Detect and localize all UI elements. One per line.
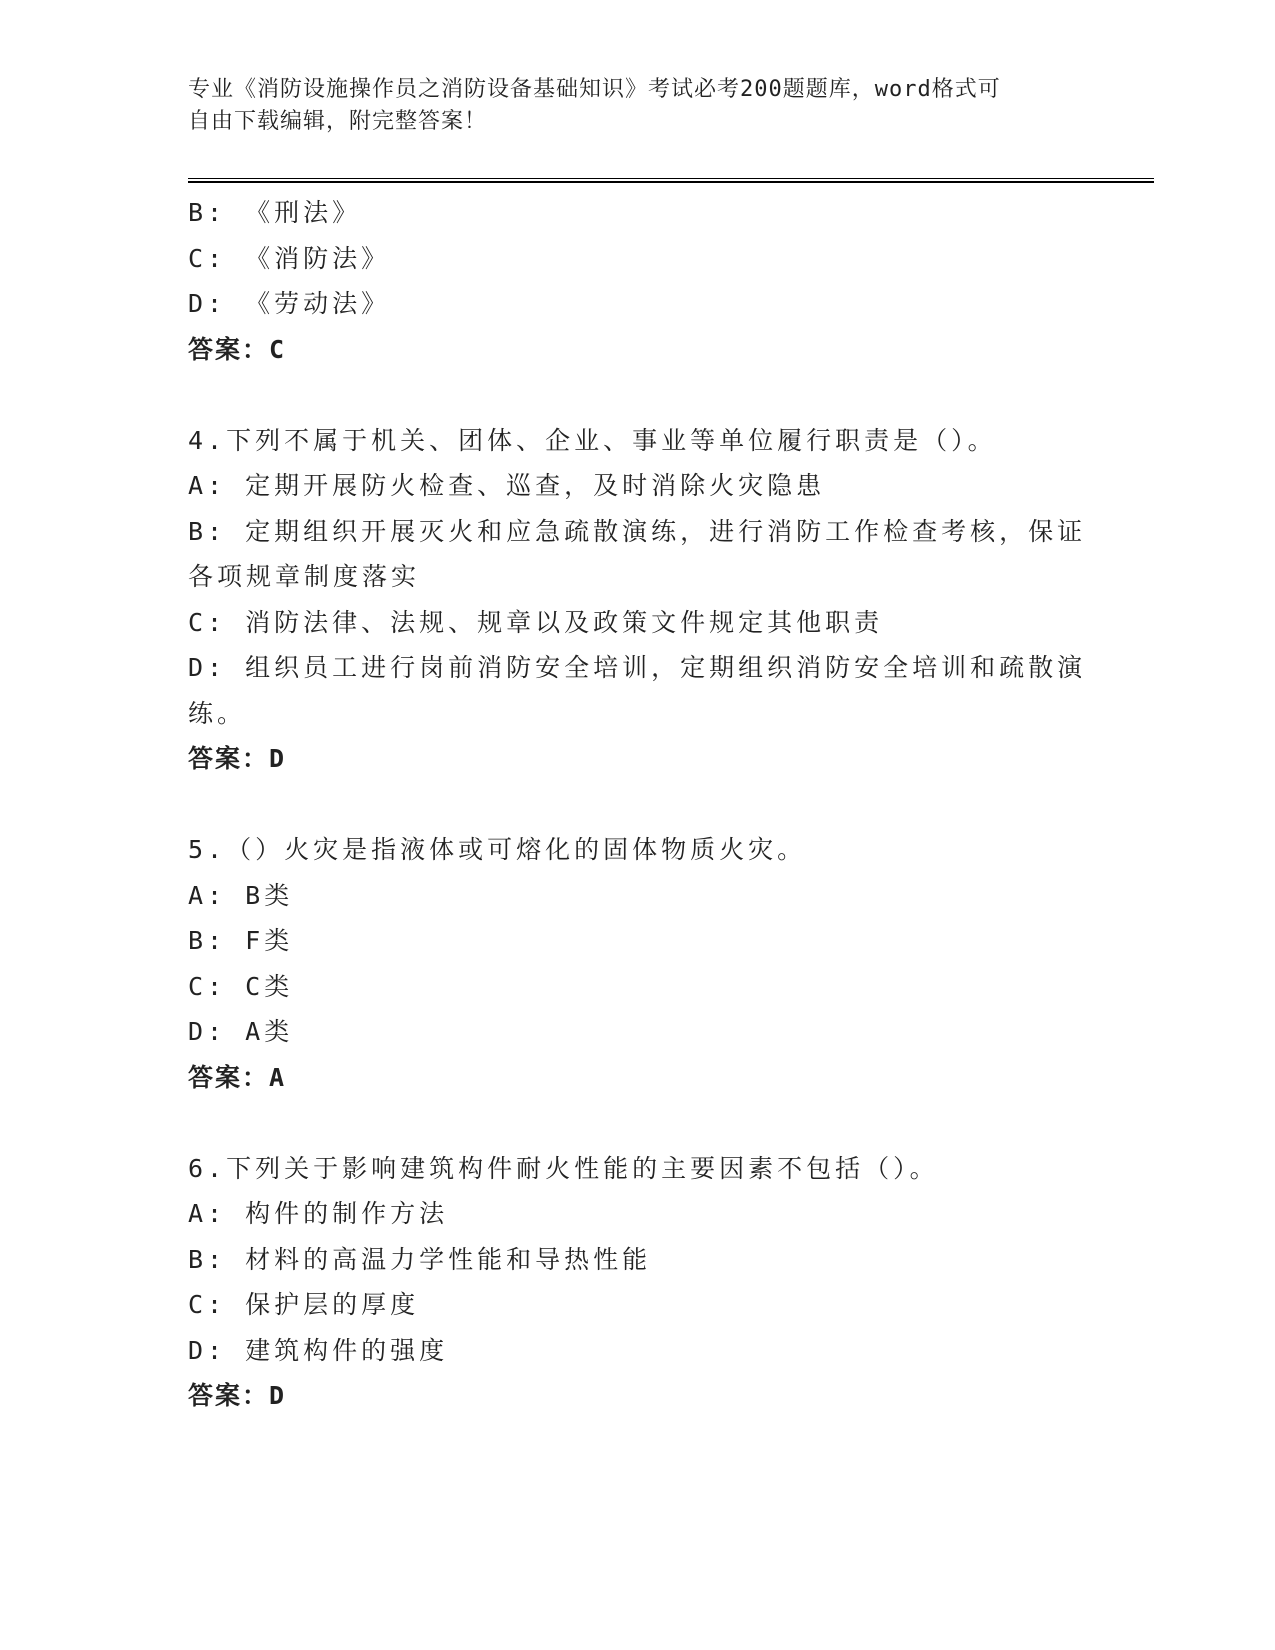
q5-question: 5.（）火灾是指液体或可熔化的固体物质火灾。	[188, 835, 807, 864]
q6-option-b: B: 材料的高温力学性能和导热性能	[188, 1244, 652, 1274]
q5-option-c: C: C类	[188, 971, 294, 1001]
q5-option-a: A: B类	[188, 880, 294, 910]
q6-question: 6.下列关于影响建筑构件耐火性能的主要因素不包括（）。	[188, 1153, 939, 1183]
q4-option-a: A: 定期开展防火检查、巡查，及时消除火灾隐患	[188, 471, 826, 500]
q5-option-d: D: A类	[188, 1017, 294, 1046]
q6-answer: 答案：D	[188, 1381, 287, 1410]
question-6-block	[188, 1146, 1088, 1419]
q4-option-d-line-2: 练。	[188, 698, 247, 728]
q4-question: 4.下列不属于机关、团体、企业、事业等单位履行职责是（）。	[188, 425, 997, 455]
q4-option-d-line-1: D: 组织员工进行岗前消防安全培训，定期组织消防安全培训和疏散演	[188, 653, 1087, 682]
header-title-line-1: 专业《消防设施操作员之消防设备基础知识》考试必考200题题库，word格式可	[188, 77, 1001, 102]
header-divider	[188, 178, 1154, 183]
q3-option-b: B: 《刑法》	[188, 198, 362, 227]
q4-option-b-line-1: B: 定期组织开展灭火和应急疏散演练，进行消防工作检查考核，保证	[188, 516, 1087, 546]
document-header	[188, 74, 1088, 138]
q3-answer: 答案：C	[188, 334, 287, 364]
q5-answer: 答案：A	[188, 1062, 287, 1092]
spacer	[188, 1100, 1088, 1146]
q3-option-d: D: 《劳动法》	[188, 289, 391, 318]
q3-option-c: C: 《消防法》	[188, 243, 391, 273]
q5-option-b: B: F类	[188, 926, 294, 955]
spacer	[188, 782, 1088, 828]
question-5-block	[188, 827, 1088, 1100]
q4-option-c: C: 消防法律、法规、规章以及政策文件规定其他职责	[188, 607, 884, 637]
q6-option-d: D: 建筑构件的强度	[188, 1335, 449, 1365]
spacer	[188, 372, 1088, 418]
question-list	[188, 190, 1088, 1419]
question-3-block	[188, 190, 1088, 372]
q4-answer: 答案：D	[188, 744, 287, 773]
q6-option-c: C: 保护层的厚度	[188, 1290, 420, 1319]
q4-option-b-line-2: 各项规章制度落实	[188, 562, 421, 591]
header-title-line-2: 自由下载编辑，附完整答案！	[188, 109, 488, 134]
q6-option-a: A: 构件的制作方法	[188, 1199, 449, 1228]
question-4-block	[188, 418, 1088, 782]
